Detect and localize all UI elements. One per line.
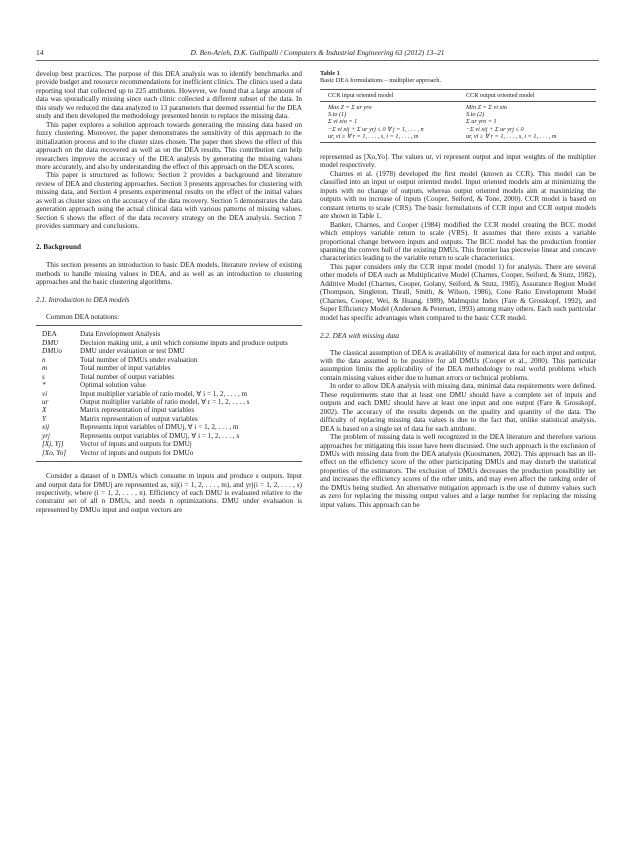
paragraph: develop best practices. The purpose of this DEA analysis was to identify benchmarks and provide budget and resource recommendations for inefficient clinics. The clinics used a data reporting tool that collected up to 225 attributes. However, we found that a large amount of data was sporadically missing since each clinic collected a different subset of the data. In this study we reduced the data analyzed to 13 parameters that deemed essential for the DEA study and then developed the methodology presented herein to replace the missing data. bbox=[36, 70, 302, 121]
notation-row: X Matrix representation of input variables bbox=[42, 406, 195, 415]
table-col2: Min Z = Σ vi xio S.to (2) Σ ur yro = 1 −Σ vi xij + Σ ur yrj ≤ 0 ur, vi ≥ ∀ r = 1, . . . , s, i = 1, . . . , m bbox=[466, 104, 557, 140]
table-header-row bbox=[320, 90, 596, 102]
notations-title: Common DEA notations: bbox=[46, 312, 120, 321]
notation-row: Y Matrix representation of output variables bbox=[42, 414, 198, 423]
paragraph: This paper explores a solution approach towards generating the missing data based on fuzzy clustering. Moreover, the paper demonstrates the sensitivity of this approach to the initialization process and to the cluster sizes chosen. The paper then shows the effect of this approach on the data recovered as well as on the DEA results. This contribution can help researchers improve the accuracy of the DEA analysis by generating the missing values more accurately, and also by understanding the effect of this approach on the DEA scores. bbox=[36, 120, 302, 171]
notation-row: m Total number of input variables bbox=[42, 364, 171, 373]
paragraph: This paper considers only the CCR input model (model 1) for analysis. There are several other models of DEA such as Multiplicative Model (Charnes, Cooper, Seiford, & Stutz, 1982), Additive Model (Charnes, Cooper, Golany, Seiford, & Stutz, 1985), Assurance Region Model (Thompson, Singleton, Thrall, Smith, & Wilson, 1986), Cone Ratio Envelopment Model (Charnes, Cooper, Wei, & Huang, 1989), Malmquist Index (Fare & Grosskopf, 1992), and Super Efficiency Model (Andersen & Petersen, 1993) among many others. Each such particular model has specific advantages when compared to the basic CCR model. bbox=[320, 262, 596, 322]
table-header-col2: CCR output oriented model bbox=[466, 91, 535, 99]
notation-row: DEA Data Envelopment Analysis bbox=[42, 330, 161, 339]
notation-row: yrj Represents output variables of DMUj, ∀ i = 1, 2, . . . , s bbox=[42, 431, 240, 440]
table-label: Table 1 bbox=[320, 70, 340, 77]
notation-list bbox=[36, 325, 302, 462]
table-body-row bbox=[320, 102, 596, 142]
table-caption-text: Basic DEA formulations – multiplier approach. bbox=[320, 77, 442, 85]
paragraph: The problem of missing data is well recognized in the DEA literature and therefore various approaches for mitigating this issue have been discussed. One such approach is the exclusion of DMUs with missing data from the DEA analysis (Kuosmanen, 2002). This approach has an ill-effect on the efficiency score of the other participating DMUs and may disturb the statistical properties of the estimators. The exclusion of DMUs decreases the production possibility set and increases the efficiency scores of the other units, and may even affect the ranking order of the DMUs being studied. An alternative mitigation approach is the use of dummy values such as zero for replacing the missing output values and a large number for replacing the missing input values. This approach can be bbox=[320, 433, 596, 509]
page-header bbox=[36, 48, 599, 58]
paragraph: Charnes et al. (1978) developed the first model (known as CCR). This model can be classified into an input or output oriented model. Input oriented models aim at minimizing the inputs with no change of outputs, whereas output oriented models aim at maximizing the outputs with no increase of inputs (Cooper, Seiford, & Tone, 2000). CCR model is based on constant returns to scale (CRS). The basic formulations of CCR input and CCR output models are shown in Table 1. bbox=[320, 169, 596, 221]
paragraph: represented as [Xo,Yo]. The values ur, vi represent output and input weights of the multiplier model respectively. bbox=[320, 153, 596, 170]
notation-row: ur Output multiplier variable of ratio model, ∀ r = 1, 2, . . . , s bbox=[42, 397, 250, 406]
table-caption bbox=[320, 70, 596, 85]
notation-row: n Total number of DMUs under evaluation bbox=[42, 355, 198, 364]
table-header-col1: CCR input oriented model bbox=[328, 91, 394, 99]
notation-row: DMUo DMU under evaluation or test DMU bbox=[42, 347, 185, 356]
notation-row: * Optimal solution value bbox=[42, 381, 146, 390]
page-number: 14 bbox=[36, 48, 44, 57]
notation-row: DMU Decision making unit, a unit which consume inputs and produce outputs bbox=[42, 338, 288, 347]
notation-row: s Total number of output variables bbox=[42, 372, 175, 381]
paragraph: This paper is structured as follows: Section 2 provides a background and literature review of DEA and clustering approaches. Section 3 presents approaches for clustering with missing data, and Section 4 presents experimental results on the effect of the initial values as well as cluster sizes on the accuracy of the data recovery. Section 5 demonstrates the data generation approach using the actual clinical data with various patterns of missing values. Section 6 shows the effect of the data recovery strategy on the DEA analysis. Section 7 provides summary and conclusions. bbox=[36, 171, 302, 231]
subsection-heading: 2.1. Introduction to DEA models bbox=[36, 296, 130, 305]
section-heading: 2. Background bbox=[36, 242, 82, 251]
paragraph: In order to allow DEA analysis with missing data, minimal data requirements were defined. These requirements state that at least one DMU should have a complete set of inputs and outputs and each DMU should have at least one input and one output (Fare & Grosskopf, 2002). The accuracy of the results depends on the quality and quantity of the data. The difficulty of replacing missing data values is due to the fact that, unlike statistical analysis, DEA is based on a single set of data for each attribute. bbox=[320, 382, 596, 433]
paragraph: Consider a dataset of n DMUs which consume m inputs and produce s outputs. Input and output data for DMUj are represented as, xij(i = 1, 2, . . . , m), and yrj(i = 1, 2, . . . , s) respectively, where (i = 1, 2, . . . , n). Efficiency of each DMU is evaluated relative to the constraint set of all n DMUs, and needs n optimizations. DMU under evaluation is represented by DMUo input and output vectors are bbox=[36, 472, 302, 514]
paragraph: The classical assumption of DEA is availability of numerical data for each input and output, with the data assumed to be positive for all DMUs (Cooper et al., 2000). This particular assumption limits the applicability of the DEA methodology to real world problems which contain missing values either due to human errors or technical problems. bbox=[320, 348, 596, 382]
table-col1: Max Z = Σ ur yro S.to (1) Σ vi xio = 1 −Σ vi xij + Σ ur yrj ≤ 0 ∀ j = 1, . . . , n ur, vi ≥ ∀ r = 1, . . . , s, i = 1, . . . , m bbox=[328, 104, 424, 140]
paragraph: Banker, Charnes, and Cooper (1984) modified the CCR model creating the BCC model which employs variable return to scale (VRS). It assumes that there exists a variable proportional change between inputs and outputs. The BCC model has the production frontier spanning the convex hull of the existing DMUs. This frontier has piecewise linear and concave characteristics leading to the variable return to scale characteristics. bbox=[320, 220, 596, 263]
notation-row: vi Input multiplier variable of ratio model, ∀ i = 1, 2, . . . , m bbox=[42, 389, 248, 398]
subsection-heading: 2.2. DEA with missing data bbox=[320, 332, 399, 341]
notation-row: xij Represents input variables of DMUj, ∀ i = 1, 2, . . . , m bbox=[42, 423, 239, 432]
formulation-table bbox=[320, 89, 596, 143]
header-rule bbox=[36, 60, 599, 61]
running-title: D. Ben-Arieh, D.K. Gullipalli / Computers & Industrial Engineering 63 (2012) 13–21 bbox=[190, 48, 445, 57]
right-column bbox=[320, 70, 596, 509]
paragraph: This section presents an introduction to basic DEA models, literature review of existing methods to handle missing values in DEA, and as well as an introduction to clustering approaches and the basic clustering algorithms. bbox=[36, 261, 302, 286]
left-column bbox=[36, 70, 302, 514]
notation-row: [Xo, Yo] Vector of inputs and outputs for DMUo bbox=[42, 448, 194, 457]
notation-row: [Xj, Yj] Vector of inputs and outputs for DMUj bbox=[42, 440, 192, 449]
